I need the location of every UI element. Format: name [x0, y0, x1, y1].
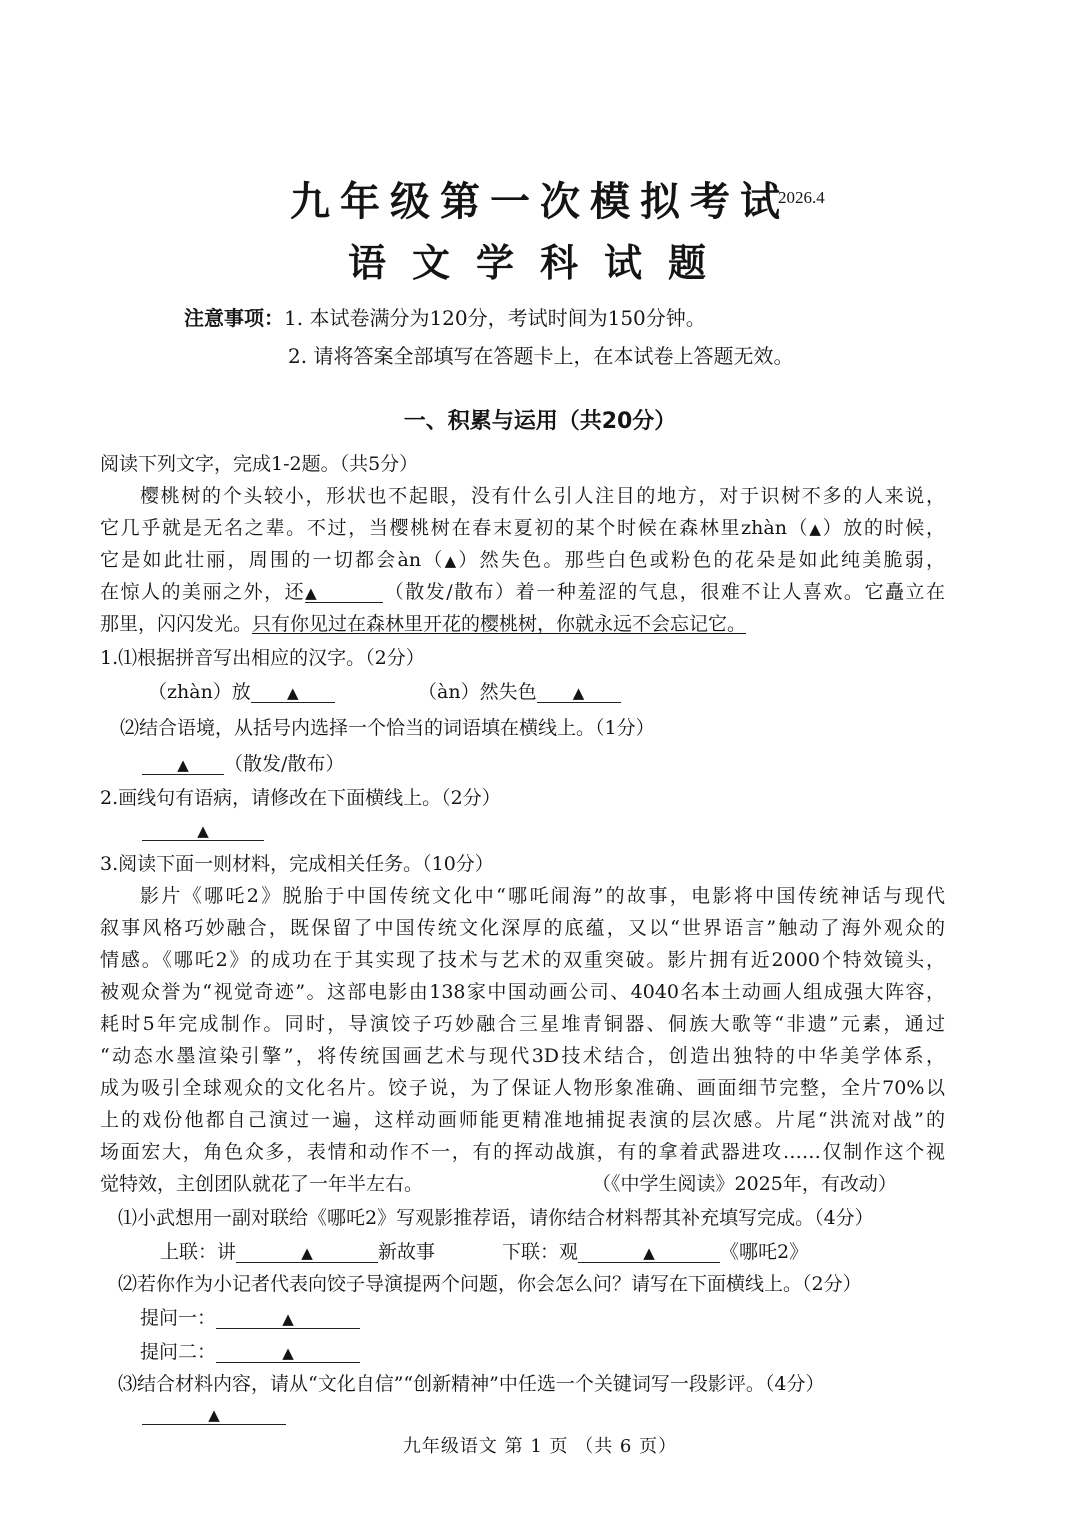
q3-para-10: 觉特效，主创团队就花了一年半左右。 — [100, 1173, 424, 1195]
q3-sub3: ⑶结合材料内容，请从“文化自信”“创新精神”中任选一个关键词写一段影评。（4分） — [118, 1373, 825, 1395]
q3-source: （《中学生阅读》2025年，有改动） — [592, 1173, 897, 1195]
ask1-label: 提问一： — [140, 1307, 217, 1329]
passage-line-2 — [100, 516, 945, 541]
q3-para-2: 叙事风格巧妙融合，既保留了中国传统文化深厚的底蕴，又以“世界语言”触动了海外观众的 — [100, 917, 945, 939]
q3-sub2: ⑵若你作为小记者代表向饺子导演提两个问题，你会怎么问？请写在下面横线上。（2分） — [118, 1273, 862, 1295]
answer-mark: ▲ — [643, 1244, 655, 1262]
answer-mark: ▲ — [301, 1244, 313, 1262]
couplet-down — [502, 1240, 808, 1264]
notice-label: 注意事项： — [184, 306, 284, 330]
q3-para-1: 影片《哪吒2》脱胎于中国传统文化中“哪吒闹海”的故事，电影将中国传统神话与现代 — [140, 885, 945, 907]
answer-mark: ▲ — [177, 756, 189, 774]
couplet-up-suffix: 新故事 — [378, 1241, 436, 1263]
reading-intro: 阅读下列文字，完成1-2题。（共5分） — [100, 453, 419, 475]
answer-mark: ▲ — [208, 1406, 220, 1424]
passage-text: ）放的时候， — [822, 517, 945, 539]
q3-para-8: 上的戏份他都自己演过一遍，这样动画师能更精准地捕捉表演的层次感。片尾“洪流对战”的 — [100, 1109, 945, 1131]
answer-blank — [251, 680, 335, 703]
q3-para-9: 场面宏大，角色众多，表情和动作不一，有的挥动战旗，有的拿着武器进攻……仅制作这个视 — [100, 1141, 945, 1163]
passage-text: 那里，闪闪发光。 — [100, 613, 253, 635]
passage-text: 它是如此壮丽，周围的一切都会àn（ — [100, 549, 445, 571]
answer-blank — [236, 1240, 378, 1263]
q3-para-7: 成为吸引全球观众的文化名片。饺子说，为了保证人物形象准确、画面细节完整，全片70%以 — [100, 1077, 945, 1099]
answer-blank — [578, 1240, 720, 1263]
answer-blank — [142, 1402, 286, 1425]
q1-sub2-answer — [142, 752, 344, 776]
answer-blank — [142, 818, 264, 841]
couplet-down-suffix: 《哪吒2》 — [720, 1241, 809, 1263]
couplet-up — [160, 1240, 435, 1264]
couplet-down-prefix: 下联：观 — [502, 1241, 579, 1263]
q1-b-label: （àn）然失色 — [418, 681, 537, 703]
q3-sub3-answer — [142, 1402, 286, 1426]
passage-text: 它几乎就是无名之辈。不过，当樱桃树在春末夏初的某个时候在森林里zhàn（ — [100, 517, 810, 539]
answer-mark: ▲ — [282, 1310, 294, 1328]
answer-blank — [142, 752, 224, 775]
ask2-label: 提问二： — [140, 1341, 217, 1363]
notice-item-1: 1. 本试卷满分为120分，考试时间为150分钟。 — [284, 306, 706, 330]
passage-line-4 — [100, 580, 945, 604]
passage-line-5 — [100, 612, 746, 636]
answer-mark: ▲ — [197, 822, 209, 840]
q1-a-label: （zhàn）放 — [148, 681, 251, 703]
page-footer: 九年级语文 第 1 页 （共 6 页） — [402, 1436, 678, 1457]
q3-para-3: 情感。《哪吒2》的成功在于其实现了技术与艺术的双重突破。影片拥有近2000个特效镜头， — [100, 949, 945, 971]
passage-line-3 — [100, 548, 945, 573]
underlined-sentence: 只有你见过在森林里开花的樱桃树，你就永远不会忘记它。 — [252, 613, 747, 635]
passage-text: （散发/散布）着一种羞涩的气息，很难不让人喜欢。它矗立在 — [383, 581, 945, 603]
q3-sub1: ⑴小武想用一副对联给《哪吒2》写观影推荐语，请你结合材料帮其补充填写完成。（4分） — [118, 1207, 874, 1229]
q3-para-6: “动态水墨渲染引擎”，将传统国画艺术与现代3D技术结合，创造出独特的中华美学体系， — [100, 1045, 945, 1067]
answer-mark: ▲ — [282, 1344, 294, 1362]
answer-blank — [216, 1340, 360, 1363]
answer-blank — [216, 1306, 360, 1329]
q2-answer — [142, 818, 264, 842]
answer-mark: ▲ — [305, 584, 317, 602]
q3-stem: 3.阅读下面一则材料，完成相关任务。（10分） — [100, 853, 494, 875]
exam-subtitle: 语文学科试题 — [347, 241, 732, 285]
answer-mark: ▲ — [444, 552, 459, 570]
couplet-up-prefix: 上联：讲 — [160, 1241, 237, 1263]
notice-line-1 — [184, 302, 706, 331]
answer-mark: ▲ — [572, 684, 585, 702]
answer-blank — [537, 680, 621, 703]
answer-mark: ▲ — [809, 520, 823, 538]
q3-para-5: 耗时5年完成制作。同时，导演饺子巧妙融合三星堆青铜器、侗族大歌等“非遗”元素，通过 — [100, 1013, 945, 1035]
exam-date: 2026.4 — [778, 188, 825, 207]
q1-options: （散发/散布） — [224, 753, 345, 775]
exam-title: 九年级第一次模拟考试 — [290, 179, 790, 225]
q1-a — [148, 680, 335, 704]
q1-stem: 1.⑴根据拼音写出相应的汉字。（2分） — [100, 647, 425, 669]
question-1 — [140, 1306, 360, 1330]
passage-text: 在惊人的美丽之外，还 — [100, 581, 306, 603]
answer-mark: ▲ — [287, 684, 299, 702]
question-2 — [140, 1340, 360, 1364]
section-title: 一、积累与运用（共20分） — [403, 409, 677, 434]
q3-para-4: 被观众誉为“视觉奇迹”。这部电影由138家中国动画公司、4040名本土动画人组成强大阵容， — [100, 981, 945, 1003]
answer-blank — [305, 580, 383, 603]
q1-sub2: ⑵结合语境，从括号内选择一个恰当的词语填在横线上。（1分） — [120, 717, 655, 739]
passage-text: ）然失色。那些白色或粉色的花朵是如此纯美脆弱， — [458, 549, 945, 571]
notice-item-2: 2. 请将答案全部填写在答题卡上，在本试卷上答题无效。 — [288, 344, 794, 368]
q1-b — [418, 680, 621, 704]
passage-line-1: 樱桃树的个头较小，形状也不起眼，没有什么引人注目的地方，对于识树不多的人来说， — [140, 485, 945, 507]
q2-stem: 2.画线句有语病，请修改在下面横线上。（2分） — [100, 787, 501, 809]
